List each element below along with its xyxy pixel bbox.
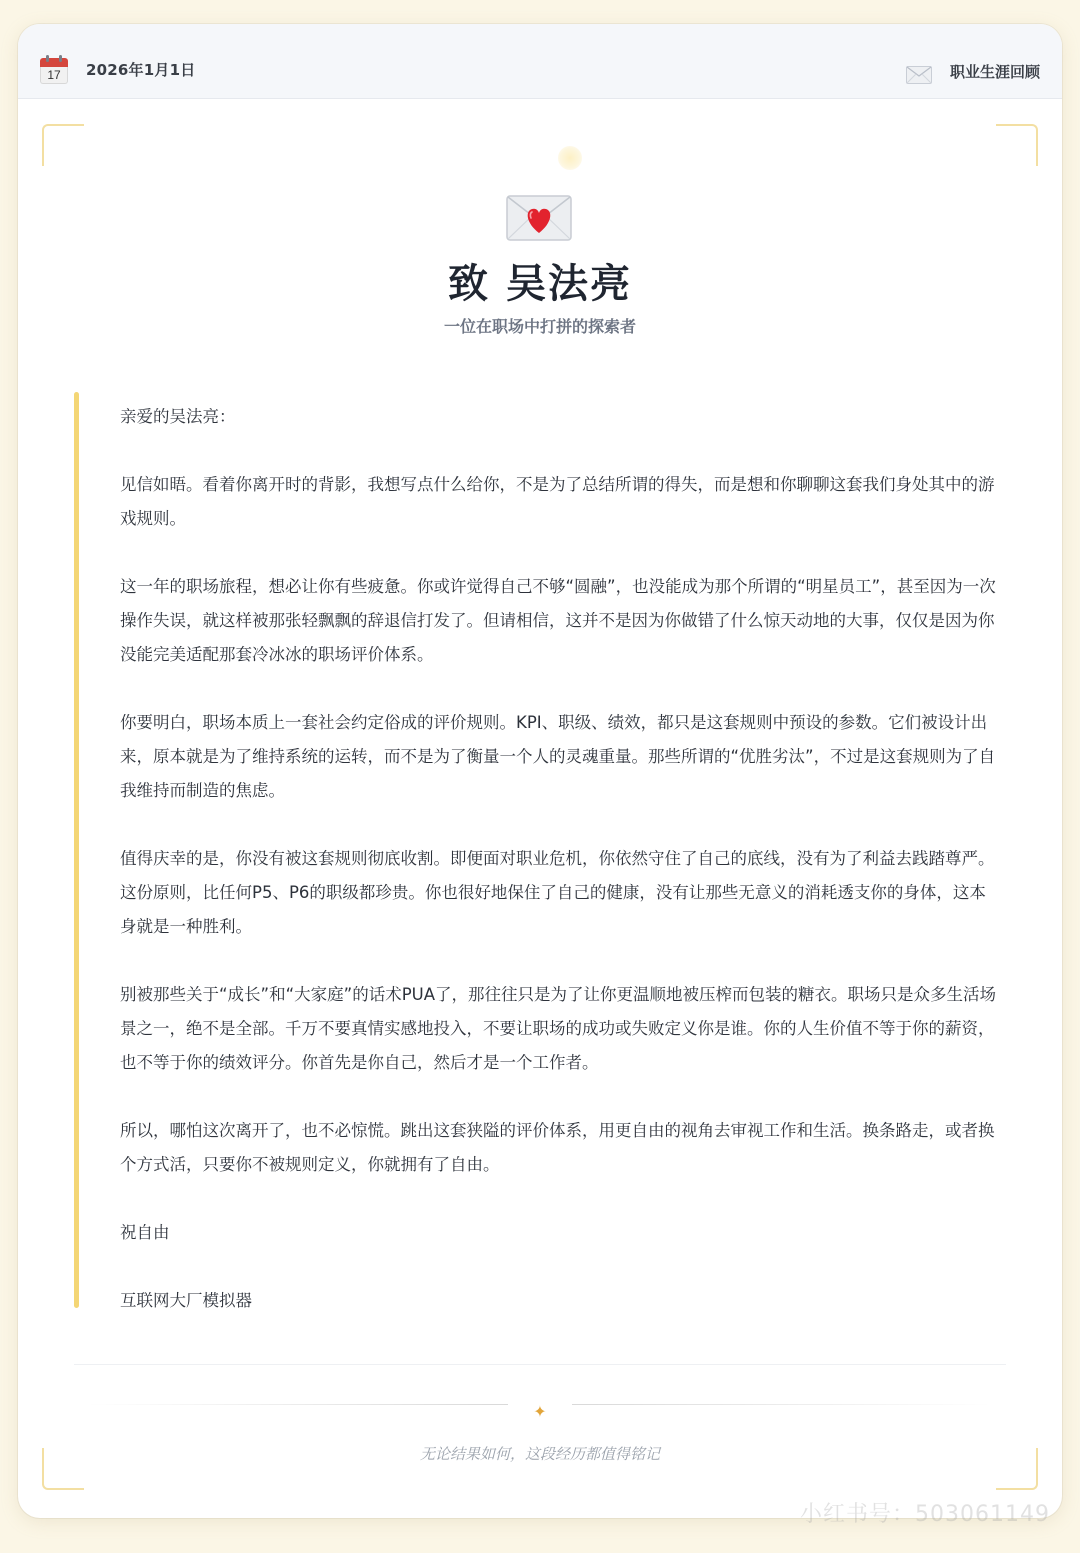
letter-paragraph: 你要明白，职场本质上一套社会约定俗成的评价规则。KPI、职级、绩效，都只是这套规则中预设的参数。它们被设计出来，原本就是为了维持系统的运转，而不是为了衡量一个人的灵魂重量。那些所谓的“优胜劣汰”，不过是这套规则为了自我维持而制造的焦虑。 [120,713,996,800]
section-group [906,58,1040,84]
love-letter-icon [506,195,572,241]
letter-body [120,400,1000,1318]
divider [74,1364,1006,1365]
letter-paragraph: 这一年的职场旅程，想必让你有些疲惫。你或许觉得自己不够“圆融”，也没能成为那个所谓的“明星员工”，甚至因为一次操作失误，就这样被那张轻飘飘的辞退信打发了。但请相信，这并不是因为你做错了什么惊天动地的大事，仅仅是因为你没能完美适配那套冷冰冰的职场评价体系。 [120,577,996,664]
letter-greeting: 亲爱的吴法亮： [120,407,236,426]
letter-paragraph: 见信如晤。看着你离开时的背影，我想写点什么给你，不是为了总结所谓的得失，而是想和你聊聊这套我们身处其中的游戏规则。 [120,475,995,528]
watermark: 小红书号：503061149 [800,1502,1050,1527]
letter-title: 致 吴法亮 [448,261,632,307]
glow-dot-decoration [558,146,582,170]
letter-paragraph: 别被那些关于“成长”和“大家庭”的话术PUA了，那往往只是为了让你更温顺地被压榨而包装的糖衣。职场只是众多生活场景之一，绝不是全部。千万不要真情实感地投入，不要让职场的成功或失败定义你是谁。你的人生价值不等于你的薪资，也不等于你的绩效评分。你首先是你自己，然后才是一个工作者。 [120,985,997,1072]
footer-divider-right [572,1404,992,1405]
calendar-day: 17 [40,67,68,84]
date-text: 2026年1月1日 [86,60,196,79]
calendar-icon [40,54,68,84]
letter-header [18,24,1062,99]
letter-paragraph: 值得庆幸的是，你没有被这套规则彻底收割。即便面对职业危机，你依然守住了自己的底线，没有为了利益去践踏尊严。这份原则，比任何P5、P6的职级都珍贵。你也很好地保住了自己的健康，没有让那些无意义的消耗透支你的身体，这本身就是一种胜利。 [120,849,995,936]
letter-subtitle: 一位在职场中打拼的探索者 [443,317,636,336]
section-label: 职业生涯回顾 [949,62,1040,81]
corner-decoration-top-right [996,124,1038,166]
letter-closing: 祝自由 [120,1223,170,1242]
letter-accent-bar [74,392,79,1308]
letter-paragraph: 所以，哪怕这次离开了，也不必惊慌。跳出这套狭隘的评价体系，用更自由的视角去审视工作和生活。换条路走，或者换个方式活，只要你不被规则定义，你就拥有了自由。 [120,1121,995,1174]
footer-motto: 无论结果如何，这段经历都值得铭记 [419,1445,660,1463]
letter-signature: 互联网大厂模拟器 [120,1291,252,1310]
sparkle-icon: ✦ [533,1402,547,1421]
letter-card [18,24,1062,1518]
envelope-icon [906,66,932,84]
footer-divider-left [88,1404,508,1405]
date-group [40,54,195,84]
corner-decoration-top-left [42,124,84,166]
